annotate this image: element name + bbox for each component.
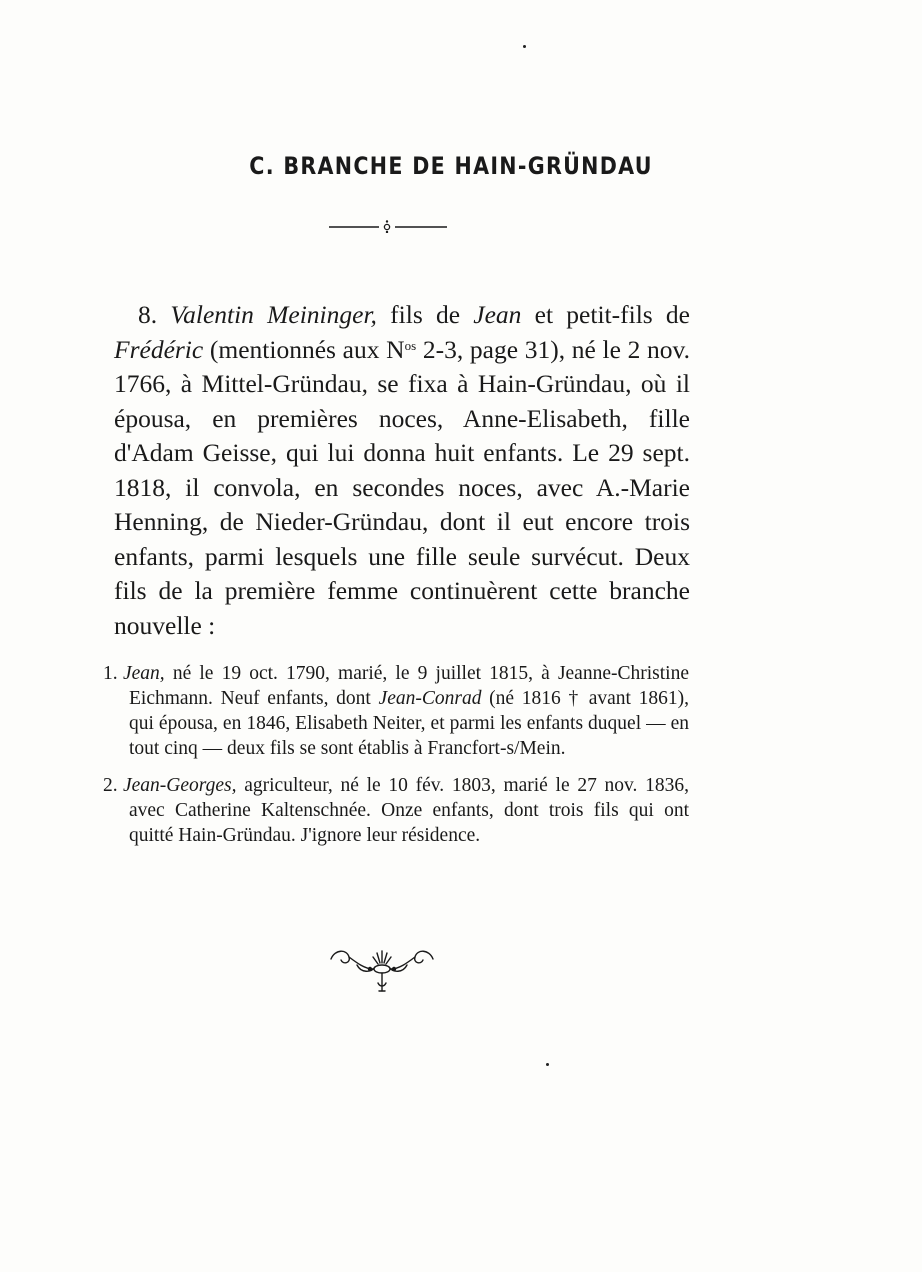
entry-8-paragraph [114,298,690,643]
ink-speck [546,1063,549,1066]
text-run: (mentionnés aux N [203,334,405,364]
person-name: Valentin Meininger, [170,300,377,329]
text-run: 2-3, page 31), né le 2 nov. 1766, à Mittel-Gründau, se fixa à Hain-Gründau, où il épousa, en premières noces, Anne-Elisabeth, fille d'Adam Geisse, qui lui donna huit enfants. Le 29 sept. 1818, il convola, en secondes noces, avec A.-Marie Henning, de Nieder-Gründau, dont il eut encore trois enfants, parmi lesquels une fille seule survécut. Deux fils de la première femme continuèrent cette branche nouvelle : [114,334,691,640]
grandfather-name: Frédéric [114,334,204,364]
text-run: agriculteur, né le 10 fév. 1803, marié le 27 nov. 1836, avec Catherine Kaltenschnée. Onze enfants, dont trois fils qui ont quitté Hain-Gründau. J'ignore leur résidence. [129,775,689,846]
superscript: os [404,337,417,353]
person-name: Jean-Georges, [123,775,237,796]
descendants-list [103,661,689,860]
title-divider-ornament [329,219,447,233]
list-item-number: 1. [103,663,118,684]
text-run: et petit-fils de [521,300,691,329]
entry-number: 8. [138,300,158,329]
father-name: Jean [473,300,522,329]
text-run: né le 19 oct. 1790, marié, le 9 juillet 1815, à Jeanne-Christine Eichmann. Neuf enfants, dont [129,663,689,709]
child-name: Jean-Conrad [378,688,482,709]
list-item [103,773,689,848]
person-name: Jean, [123,663,165,684]
floral-vignette-ornament [327,943,437,999]
text-run: fils de [376,300,474,329]
ink-speck [523,45,526,48]
text-run: (né 1816 † avant 1861), qui épousa, en 1846, Elisabeth Neiter, et parmi les enfants duquel — en tout cinq — deux fils se sont établis à Francfort-s/Mein. [129,688,689,759]
list-item-number: 2. [103,775,118,796]
list-item [103,661,689,761]
section-title: C. BRANCHE DE HAIN-GRÜNDAU [249,152,653,180]
